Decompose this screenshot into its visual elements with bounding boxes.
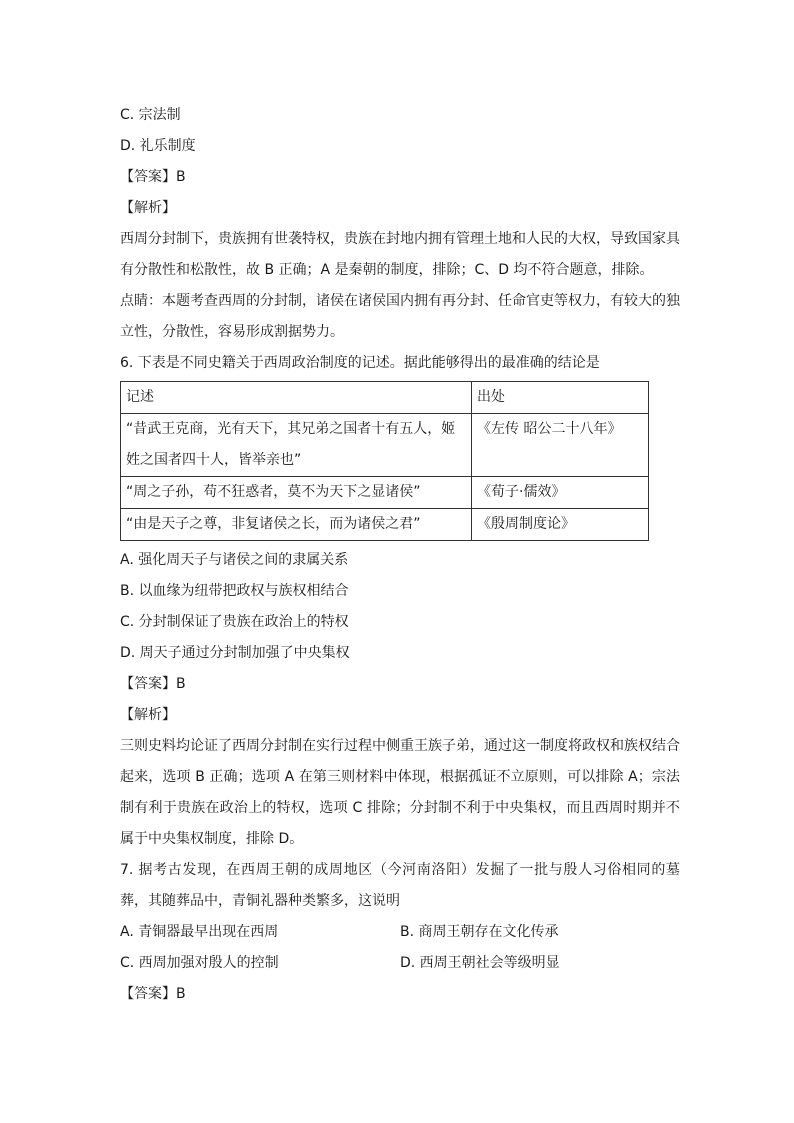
- q6-answer: 【答案】B: [120, 676, 186, 692]
- table-row: [121, 477, 649, 509]
- table-cell-record: “由是天子之尊，非复诸侯之长，而为诸侯之君”: [121, 509, 472, 541]
- q5-option-c: C. 宗法制: [120, 107, 181, 123]
- q7-option-d: D. 西周王朝社会等级明显: [400, 955, 560, 971]
- q7-stem: 7. 据考古发现，在西周王朝的成周地区（今河南洛阳）发掘了一批与殷人习俗相同的墓葬，其随葬品中，青铜礼器种类繁多，这说明: [120, 862, 680, 909]
- q7-option-b: B. 商周王朝存在文化传承: [400, 924, 559, 940]
- q5-analysis-label: 【解析】: [120, 200, 176, 216]
- table-header-record: 记述: [121, 382, 472, 414]
- q6-source-table: [120, 381, 649, 541]
- q6-option-a: A. 强化周天子与诸侯之间的隶属关系: [120, 552, 349, 568]
- table-cell-source: 《殷周制度论》: [472, 509, 649, 541]
- document-page: [120, 100, 680, 1010]
- q5-option-d: D. 礼乐制度: [120, 138, 196, 154]
- table-cell-source: 《荀子·儒效》: [472, 477, 649, 509]
- q6-option-d: D. 周天子通过分封制加强了中央集权: [120, 645, 350, 661]
- q6-analysis-label: 【解析】: [120, 707, 176, 723]
- q7-options-row-1: [120, 917, 680, 948]
- q7-answer: 【答案】B: [120, 986, 186, 1002]
- q5-comment: 点睛：本题考查西周的分封制，诸侯在诸侯国内拥有再分封、任命官吏等权力，有较大的独立性，分散性，容易形成割据势力。: [120, 293, 680, 340]
- table-cell-record: “昔武王克商，光有天下，其兄弟之国者十有五人，姬姓之国者四十人，皆举亲也”: [121, 414, 472, 477]
- q5-analysis: 西周分封制下，贵族拥有世袭特权，贵族在封地内拥有管理土地和人民的大权，导致国家具有分散性和松散性，故 B 正确；A 是秦朝的制度，排除；C、D 均不符合题意，排除。: [120, 231, 680, 278]
- q7-option-c: C. 西周加强对殷人的控制: [120, 955, 279, 971]
- table-header-row: [121, 382, 649, 414]
- q6-option-c: C. 分封制保证了贵族在政治上的特权: [120, 614, 349, 630]
- q7-option-a: A. 青铜器最早出现在西周: [120, 924, 279, 940]
- table-row: [121, 414, 649, 477]
- q7-options-row-2: [120, 948, 680, 979]
- q6-analysis: 三则史料均论证了西周分封制在实行过程中侧重王族子弟，通过这一制度将政权和族权结合起来，选项 B 正确；选项 A 在第三则材料中体现，根据孤证不立原则，可以排除 A；宗法制有利于贵族在政治上的特权，选项 C 排除；分封制不利于中央集权，而且西周时期并不属于中央集权制度，排除 D。: [120, 738, 680, 847]
- table-cell-record: “周之子孙，苟不狂惑者，莫不为天下之显诸侯”: [121, 477, 472, 509]
- q6-option-b: B. 以血缘为纽带把政权与族权相结合: [120, 583, 349, 599]
- table-cell-source: 《左传 昭公二十八年》: [472, 414, 649, 477]
- table-header-source: 出处: [472, 382, 649, 414]
- q6-stem: 6. 下表是不同史籍关于西周政治制度的记述。据此能够得出的最准确的结论是: [120, 355, 600, 371]
- table-row: [121, 509, 649, 541]
- q5-answer: 【答案】B: [120, 169, 186, 185]
